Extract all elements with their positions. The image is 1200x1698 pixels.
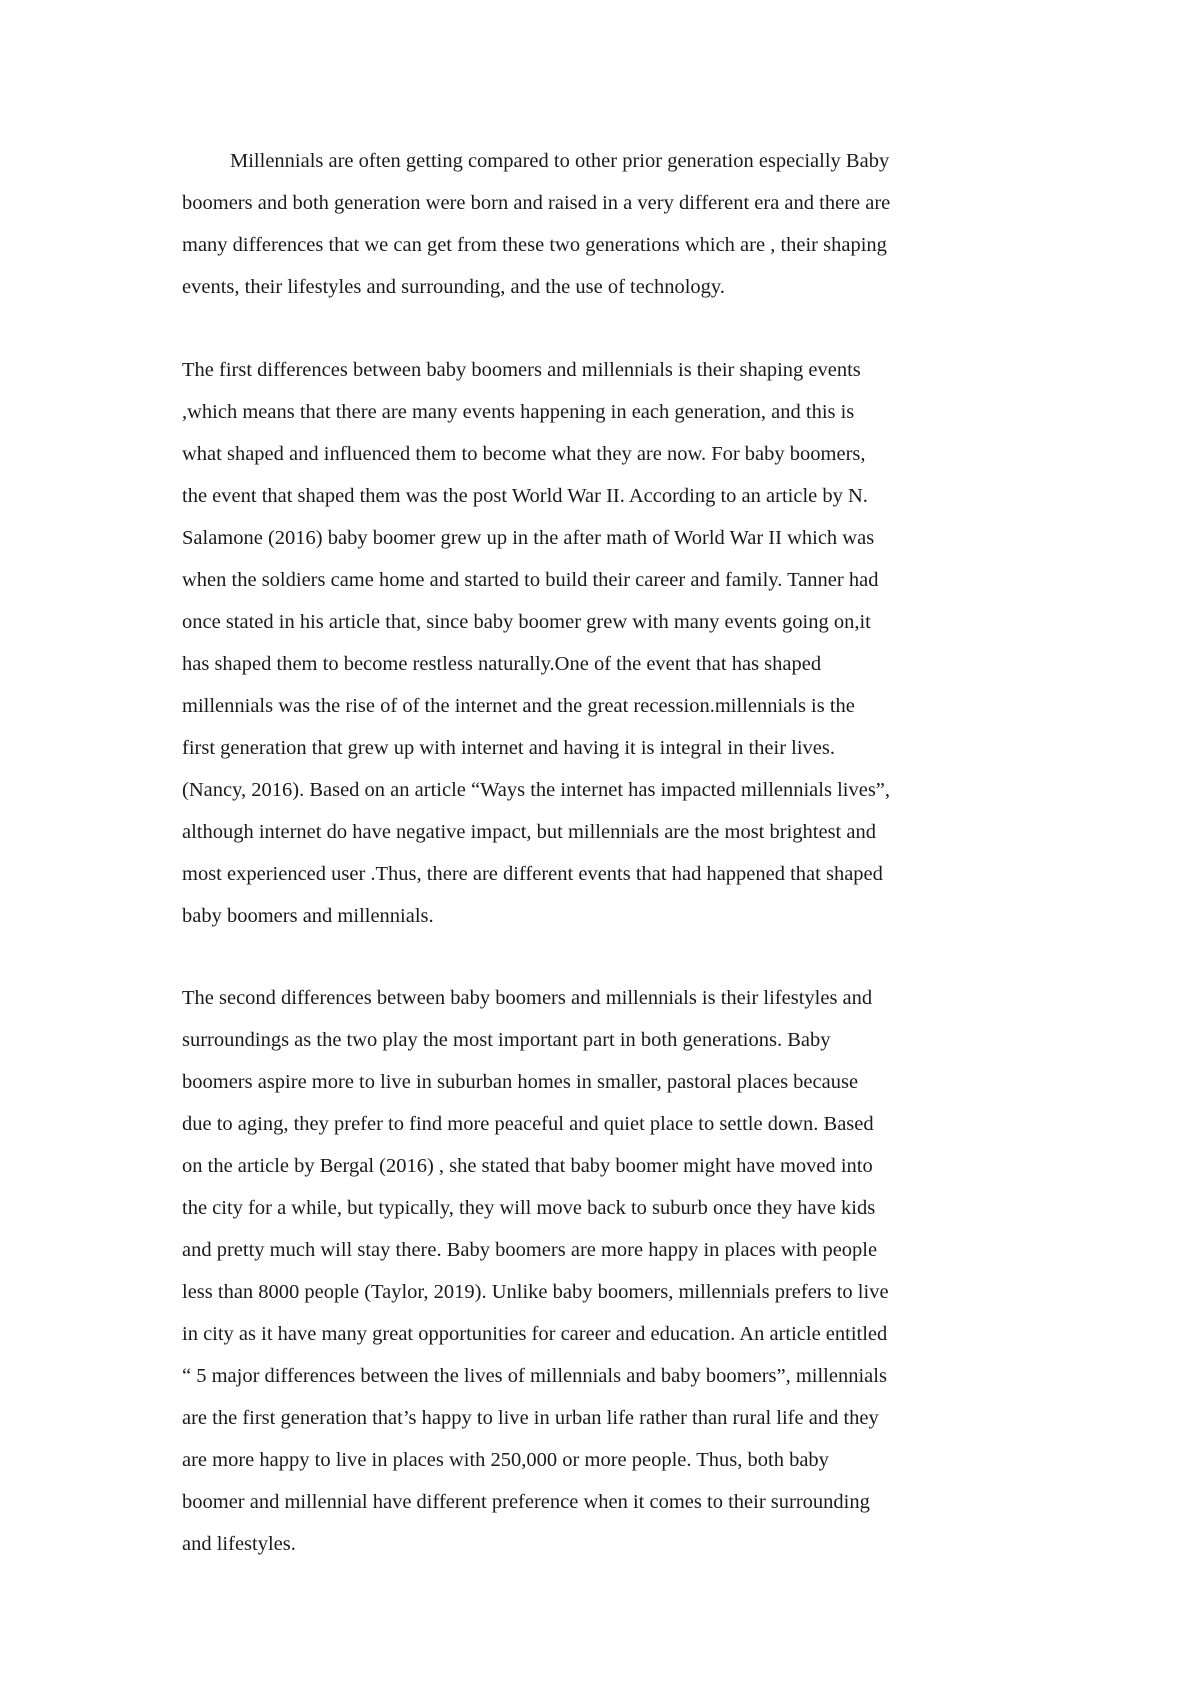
text-line: most experienced user .Thus, there are different events that had happened that shaped — [182, 863, 883, 885]
text-line: boomers aspire more to live in suburban homes in smaller, pastoral places because — [182, 1071, 859, 1093]
text-line: are more happy to live in places with 250,000 or more people. Thus, both baby — [182, 1449, 829, 1471]
text-line: has shaped them to become restless naturally.One of the event that has shaped — [182, 653, 822, 675]
text-line: are the first generation that’s happy to live in urban life rather than rural life and they — [182, 1407, 879, 1429]
text-line: first generation that grew up with internet and having it is integral in their lives. — [182, 737, 835, 759]
text-line: ,which means that there are many events happening in each generation, and this is — [182, 401, 855, 423]
text-line: what shaped and influenced them to become what they are now. For baby boomers, — [182, 443, 866, 465]
text-line: once stated in his article that, since baby boomer grew with many events going on,it — [182, 611, 871, 633]
text-line: in city as it have many great opportunities for career and education. An article entitled — [182, 1323, 888, 1345]
text-line: less than 8000 people (Taylor, 2019). Unlike baby boomers, millennials prefers to live — [182, 1281, 889, 1303]
text-line: and pretty much will stay there. Baby boomers are more happy in places with people — [182, 1239, 878, 1261]
text-line: due to aging, they prefer to find more peaceful and quiet place to settle down. Based — [182, 1113, 874, 1135]
text-line: and lifestyles. — [182, 1533, 296, 1555]
text-line: on the article by Bergal (2016) , she stated that baby boomer might have moved into — [182, 1155, 873, 1177]
paragraph-intro — [182, 140, 1042, 308]
text-line: millennials was the rise of of the internet and the great recession.millennials is the — [182, 695, 855, 717]
text-line: boomers and both generation were born and raised in a very different era and there are — [182, 192, 891, 214]
text-line: Salamone (2016) baby boomer grew up in the after math of World War II which was — [182, 527, 875, 549]
text-line: “ 5 major differences between the lives of millennials and baby boomers”, millennials — [182, 1365, 887, 1387]
text-line: the city for a while, but typically, they will move back to suburb once they have kids — [182, 1197, 876, 1219]
paragraph-shaping-events — [182, 349, 1042, 937]
text-line: although internet do have negative impact, but millennials are the most brightest and — [182, 821, 876, 843]
text-line: many differences that we can get from these two generations which are , their shaping — [182, 234, 887, 256]
text-line: surroundings as the two play the most important part in both generations. Baby — [182, 1029, 831, 1051]
text-line: boomer and millennial have different preference when it comes to their surrounding — [182, 1491, 870, 1513]
text-line: baby boomers and millennials. — [182, 905, 434, 927]
text-line: when the soldiers came home and started to build their career and family. Tanner had — [182, 569, 879, 591]
text-line: the event that shaped them was the post World War II. According to an article by N. — [182, 485, 868, 507]
text-line: The second differences between baby boomers and millennials is their lifestyles and — [182, 987, 873, 1009]
text-line: The first differences between baby boomers and millennials is their shaping events — [182, 359, 861, 381]
text-line: Millennials are often getting compared to other prior generation especially Baby — [230, 150, 890, 172]
text-line: events, their lifestyles and surrounding, and the use of technology. — [182, 276, 725, 298]
text-line: (Nancy, 2016). Based on an article “Ways the internet has impacted millennials lives”, — [182, 779, 891, 801]
paragraph-lifestyles — [182, 977, 1042, 1565]
